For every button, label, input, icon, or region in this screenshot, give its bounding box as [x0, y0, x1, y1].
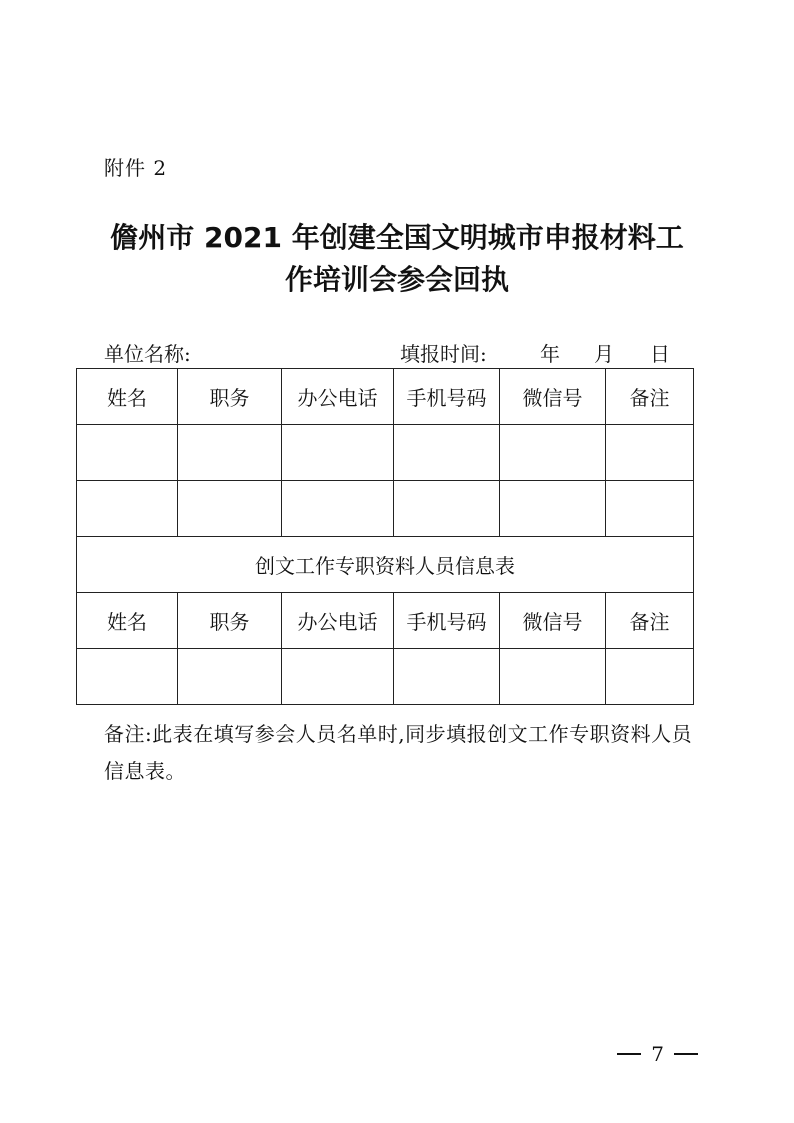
- table-cell[interactable]: [282, 425, 394, 481]
- table-header-row: [77, 369, 694, 425]
- section-header-mobile: 手机号码: [394, 593, 500, 649]
- month-label: 月: [594, 342, 614, 366]
- table-cell[interactable]: [282, 649, 394, 705]
- page-number: [617, 1040, 698, 1068]
- table-cell[interactable]: [606, 481, 694, 537]
- table-row: [77, 425, 694, 481]
- title-line-2: 作培训会参会回执: [284, 263, 509, 296]
- table-cell[interactable]: [282, 481, 394, 537]
- header-position: 职务: [178, 369, 282, 425]
- table-cell[interactable]: [394, 649, 500, 705]
- table-cell[interactable]: [500, 481, 606, 537]
- day-label: 日: [650, 342, 670, 366]
- header-office-phone: 办公电话: [282, 369, 394, 425]
- attachment-label: 附件 2: [104, 156, 168, 180]
- table-cell[interactable]: [606, 425, 694, 481]
- document-title: [80, 217, 714, 301]
- table-cell[interactable]: [77, 649, 178, 705]
- table-cell[interactable]: [500, 425, 606, 481]
- table-cell[interactable]: [178, 649, 282, 705]
- table-cell[interactable]: [77, 425, 178, 481]
- section-header-wechat: 微信号: [500, 593, 606, 649]
- section-header-position: 职务: [178, 593, 282, 649]
- section-title: 创文工作专职资料人员信息表: [77, 537, 694, 593]
- table-cell[interactable]: [606, 649, 694, 705]
- table-row: [77, 649, 694, 705]
- year-label: 年: [540, 342, 560, 366]
- header-remarks: 备注: [606, 369, 694, 425]
- remarks-note: 备注:此表在填写参会人员名单时,同步填报创文工作专职资料人员信息表。: [104, 722, 693, 783]
- unit-name-label: 单位名称:: [104, 342, 191, 366]
- section-title-row: [77, 537, 694, 593]
- attendance-receipt-table: [76, 368, 694, 705]
- table-cell[interactable]: [500, 649, 606, 705]
- table-cell[interactable]: [178, 425, 282, 481]
- header-wechat: 微信号: [500, 369, 606, 425]
- fill-time-label: 填报时间:: [400, 342, 487, 366]
- section-header-remarks: 备注: [606, 593, 694, 649]
- table-cell[interactable]: [77, 481, 178, 537]
- header-name: 姓名: [77, 369, 178, 425]
- dash-right: [674, 1053, 698, 1055]
- section-header-office-phone: 办公电话: [282, 593, 394, 649]
- table-row: [77, 481, 694, 537]
- table-cell[interactable]: [394, 481, 500, 537]
- table-cell[interactable]: [178, 481, 282, 537]
- header-mobile: 手机号码: [394, 369, 500, 425]
- dash-left: [617, 1053, 641, 1055]
- section-header-row: [77, 593, 694, 649]
- page-number-value: 7: [651, 1042, 664, 1066]
- table-cell[interactable]: [394, 425, 500, 481]
- title-line-1: 儋州市 2021 年创建全国文明城市申报材料工: [110, 221, 684, 254]
- section-header-name: 姓名: [77, 593, 178, 649]
